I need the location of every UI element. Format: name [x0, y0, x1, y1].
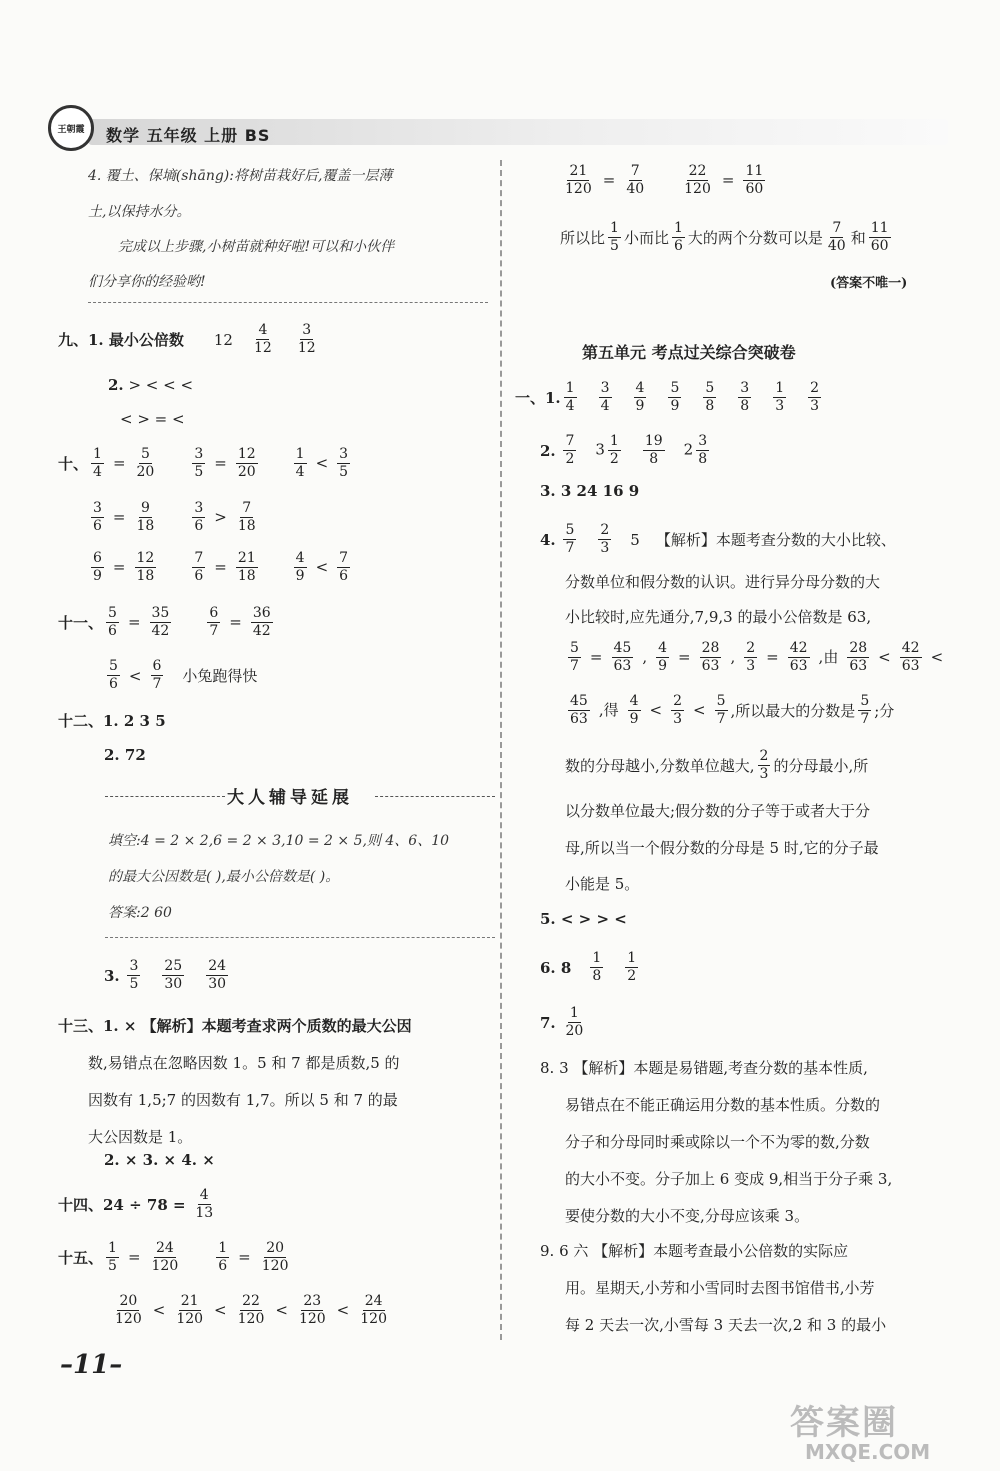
fraction: $\frac{1}{2}$	[627, 950, 637, 984]
q9-2-answers: > < < <	[128, 376, 194, 394]
fraction: $\frac{11}{60}$	[745, 163, 764, 197]
fraction: $\frac{2}{3}$	[810, 380, 820, 414]
r-q1-label: 一、1.	[515, 389, 561, 407]
operator: <	[315, 557, 329, 576]
operator: =	[602, 170, 616, 189]
operator: ,	[730, 647, 736, 666]
fraction: $\frac{22}{120}$	[684, 163, 711, 197]
r-q4-line3: 小比较时,应先通分,7,9,3 的最小公倍数是 63,	[565, 608, 872, 626]
operator: <	[878, 647, 891, 666]
fraction: $\frac{1}{8}$	[592, 950, 602, 984]
fraction: $\frac{4}{13}$	[195, 1187, 214, 1221]
fraction: $\frac{23}{120}$	[298, 1293, 326, 1327]
fraction: $\frac{28}{63}$	[701, 640, 720, 674]
fraction: $\frac{2}{3}$	[673, 693, 683, 727]
q9-2-row1	[108, 376, 193, 394]
operator: <	[693, 700, 706, 719]
fraction: $\frac{45}{63}$	[570, 693, 588, 727]
r-q8-explanation	[540, 1050, 892, 1235]
fraction: $\frac{24}{120}$	[360, 1293, 387, 1327]
step4-line1: 4. 覆土、保墒(shāng):将树苗栽好后,覆盖一层薄	[88, 168, 393, 184]
fraction: $\frac{21}{120}$	[176, 1293, 204, 1327]
operator: =	[127, 1247, 141, 1266]
fraction: $\frac{1}{5}$	[610, 220, 619, 254]
fraction: $\frac{5}{9}$	[670, 380, 680, 414]
r-q9-line1: 9. 6 六 【解析】本题考查最小公倍数的实际应	[540, 1242, 849, 1260]
fraction: $\frac{22}{120}$	[237, 1293, 265, 1327]
fraction: $\frac{5}{7}$	[570, 640, 579, 674]
operator: >	[214, 507, 227, 526]
r-q9-line2: 用。星期天,小芳和小雪同时去图书馆借书,小芳	[565, 1279, 875, 1297]
operator: <	[275, 1300, 288, 1319]
r-q5: 5. < > > <	[540, 910, 627, 928]
fraction: $\frac{5}{8}$	[705, 380, 715, 414]
r-q2-label: 2.	[540, 441, 556, 460]
fraction: $\frac{1}{3}$	[775, 380, 785, 414]
whole-number: 3	[595, 440, 605, 459]
fraction: $\frac{21}{120}$	[565, 163, 592, 197]
operator: ,由	[818, 647, 839, 666]
r-q4-label: 4.	[540, 530, 556, 549]
q14-label: 十四、24 ÷ 78 =	[58, 1196, 186, 1214]
fraction: $\frac{4}{9}$	[658, 640, 668, 674]
fraction: $\frac{7}{6}$	[194, 550, 204, 584]
q12-2: 2. 72	[104, 746, 146, 764]
fraction: $\frac{24}{30}$	[208, 958, 227, 992]
operator: =	[678, 647, 691, 666]
fraction: $\frac{3}{8}$	[740, 380, 750, 414]
q15-label: 十五、	[58, 1249, 104, 1267]
extension-line2: 的最大公因数是( ),最小公倍数是( )。	[108, 869, 340, 885]
q10-row1	[58, 446, 353, 481]
r-so-line: 所以比 $\frac{1}{5}$ 小而比 $\frac{1}{6}$ 大的两个分数可以是 $\frac{7}{40}$ 和 $\frac{11}{60}$	[560, 220, 889, 254]
fraction: $\frac{2}{3}$	[746, 640, 756, 674]
banner-title: 大人辅导延展	[227, 788, 353, 808]
r-q8-line3: 分子和分母同时乘或除以一个不为零的数,分数	[565, 1133, 870, 1151]
step4-line3: 完成以上步骤,小树苗就种好啦!可以和小伙伴	[118, 239, 395, 255]
fraction: $\frac{1}{2}$	[609, 433, 619, 467]
q10-label: 十、	[58, 455, 89, 473]
fraction: $\frac{1}{5}$	[108, 1240, 117, 1274]
q9-2-row2: < > = <	[120, 410, 185, 428]
r-q4-line2: 分数单位和假分数的认识。进行异分母分数的大	[565, 573, 881, 591]
operator: =	[127, 612, 141, 631]
r-q4-line8: 母,所以当一个假分数的分母是 5 时,它的分子最	[565, 839, 879, 857]
fraction: $\frac{3}{5}$	[129, 958, 139, 992]
extension-answer: 答案:2 60	[108, 905, 172, 921]
fraction: $\frac{3}{4}$	[600, 380, 610, 414]
r-q6	[540, 950, 641, 985]
r-q2	[540, 433, 712, 468]
q9-1	[58, 322, 321, 357]
operator: =	[721, 170, 735, 189]
fraction: $\frac{6}{7}$	[209, 605, 219, 639]
operator: <	[128, 666, 142, 685]
r-q4-line9: 小能是 5。	[565, 875, 640, 893]
fraction: $\frac{7}{40}$	[626, 163, 645, 197]
q10-row2	[88, 500, 261, 535]
fraction: $\frac{4}{9}$	[635, 380, 645, 414]
q14	[58, 1187, 218, 1222]
fraction: $\frac{1}{6}$	[218, 1240, 228, 1274]
q13-rest: 2. × 3. × 4. ×	[104, 1151, 215, 1169]
fraction: $\frac{1}{6}$	[673, 220, 683, 254]
operator: ,得	[598, 700, 619, 719]
fraction: $\frac{9}{18}$	[136, 500, 155, 534]
q12-3-label: 3.	[104, 966, 120, 985]
whole-number: 2	[683, 440, 694, 459]
operator: =	[112, 557, 126, 576]
r-q8-line4: 的大小不变。分子加上 6 变成 9,相当于分子乘 3,	[565, 1170, 893, 1188]
divider-dashed	[105, 937, 495, 938]
logo-text: 王朝霞	[57, 124, 85, 135]
fraction: $\frac{4}{12}$	[253, 322, 272, 356]
fraction: $\frac{3}{8}$	[698, 433, 708, 467]
fraction: $\frac{35}{42}$	[151, 605, 170, 639]
operator: <	[930, 647, 944, 666]
fraction: $\frac{36}{42}$	[252, 605, 271, 639]
q9-1-num: 12	[213, 330, 233, 349]
r-q8-line2: 易错点在不能正确运用分数的基本性质。分数的	[565, 1096, 881, 1114]
q13-explanation	[58, 1008, 412, 1156]
fraction: $\frac{2}{3}$	[600, 522, 610, 556]
fraction: $\frac{42}{63}$	[901, 640, 920, 674]
q11-row2	[104, 658, 257, 693]
r-q3: 3. 3 24 16 9	[540, 482, 640, 500]
operator: <	[336, 1300, 350, 1319]
fraction: $\frac{4}{9}$	[295, 550, 305, 584]
fraction: $\frac{19}{8}$	[644, 433, 663, 467]
fraction: $\frac{7}{2}$	[565, 433, 575, 467]
extension-line1: 填空:4 = 2 × 2,6 = 2 × 3,10 = 2 × 5,则 4、6、10	[108, 833, 450, 849]
fraction: $\frac{7}{40}$	[827, 220, 846, 254]
unit-title: 第五单元 考点过关综合突破卷	[582, 343, 796, 362]
header-title: 数学 五年级 上册 BS	[106, 126, 271, 145]
fraction: $\frac{1}{4}$	[565, 380, 575, 414]
fraction: $\frac{45}{63}$	[613, 640, 632, 674]
fraction: $\frac{5}{7}$	[860, 693, 870, 727]
operator: <	[649, 700, 663, 719]
page-number: –11–	[60, 1350, 123, 1380]
r-q4-line1: 4. $\frac{5}{7}$ $\frac{2}{3}$ 5 【解析】本题考查分数的大小比较、	[540, 522, 896, 556]
operator: =	[766, 647, 779, 666]
operator: <	[214, 1300, 227, 1319]
divider-dashed	[88, 302, 488, 303]
q11-row1	[58, 605, 276, 640]
fraction: $\frac{4}{9}$	[629, 693, 639, 727]
r-q4-line5: $\frac{45}{63}$ ,得 $\frac{4}{9}$ < $\frac{2}{3}$ < $\frac{5}{7}$ ,所以最大的分数是 $\frac{5}{7}$ ;分	[570, 693, 895, 727]
fraction: $\frac{1}{20}$	[565, 1005, 584, 1039]
q13-line4: 大公因数是 1。	[88, 1128, 193, 1146]
page-header	[48, 105, 948, 155]
fraction: $\frac{11}{60}$	[870, 220, 889, 254]
fraction: $\frac{6}{7}$	[152, 658, 162, 692]
r-q9-explanation	[540, 1233, 886, 1344]
r-q4-line4	[565, 640, 949, 675]
fraction: $\frac{28}{63}$	[849, 640, 868, 674]
q15-row1	[58, 1240, 293, 1275]
operator: =	[229, 612, 242, 631]
operator: <	[152, 1300, 166, 1319]
operator: =	[112, 453, 126, 472]
fraction: $\frac{5}{20}$	[136, 446, 155, 480]
r-q8-line1: 8. 3 【解析】本题是易错题,考查分数的基本性质,	[540, 1059, 868, 1077]
fraction: $\frac{21}{18}$	[237, 550, 256, 584]
q13-line1: 十三、1. × 【解析】本题考查求两个质数的最大公因	[58, 1017, 412, 1035]
r-q7-label: 7.	[540, 1013, 556, 1032]
column-divider	[500, 160, 502, 1340]
fraction: $\frac{3}{12}$	[297, 322, 316, 356]
q9-1-label: 九、1. 最小公倍数	[58, 331, 184, 349]
operator: =	[589, 647, 603, 666]
fraction: $\frac{2}{3}$	[759, 748, 769, 782]
q12-1: 十二、1. 2 3 5	[58, 712, 166, 730]
r-q4-line6: 数的分母越小,分数单位越大, $\frac{2}{3}$ 的分母最小,所	[565, 748, 869, 782]
fraction: $\frac{3}{6}$	[93, 500, 102, 534]
watermark-url: MXQE.COM	[805, 1440, 931, 1464]
operator: ,	[642, 647, 648, 666]
q10-row3	[88, 550, 353, 585]
fraction: $\frac{5}{7}$	[716, 693, 726, 727]
fraction: $\frac{3}{5}$	[194, 446, 204, 480]
q11-label: 十一、	[58, 614, 104, 632]
q13-line3: 因数有 1,5;7 的因数有 1,7。所以 5 和 7 的最	[88, 1091, 398, 1109]
fraction: $\frac{5}{6}$	[108, 605, 117, 639]
operator: =	[214, 453, 227, 472]
q15-row2	[110, 1293, 392, 1328]
r-q9-line3: 每 2 天去一次,小雪每 3 天去一次,2 和 3 的最小	[565, 1316, 887, 1334]
fraction: $\frac{3}{6}$	[194, 500, 204, 534]
q11-conclusion: 小兔跑得快	[182, 667, 258, 685]
fraction: $\frac{3}{5}$	[339, 446, 349, 480]
fraction: $\frac{20}{120}$	[115, 1293, 142, 1327]
watermark: 答案圈	[790, 1403, 898, 1443]
extension-banner	[105, 783, 495, 809]
operator: =	[214, 557, 227, 576]
fraction: $\frac{5}{7}$	[565, 522, 575, 556]
q13-line2: 数,易错点在忽略因数 1。5 和 7 都是质数,5 的	[88, 1054, 400, 1072]
fraction: $\frac{5}{6}$	[109, 658, 118, 692]
r-q1	[515, 380, 824, 415]
fraction: $\frac{24}{120}$	[151, 1240, 179, 1274]
fraction: $\frac{12}{20}$	[237, 446, 256, 480]
operator: =	[112, 507, 126, 526]
r-top-row	[560, 163, 768, 198]
step4-line4: 们分享你的经验哟!	[88, 274, 206, 290]
banner-line-right	[375, 796, 495, 797]
r-q4-line7: 以分数单位最大;假分数的分子等于或者大于分	[565, 802, 871, 820]
fraction: $\frac{12}{18}$	[136, 550, 155, 584]
fraction: $\frac{6}{9}$	[93, 550, 102, 584]
fraction: $\frac{1}{4}$	[93, 446, 102, 480]
answer-note: (答案不唯一)	[830, 276, 908, 291]
fraction: $\frac{42}{63}$	[789, 640, 808, 674]
r-q6-label: 6. 8	[540, 958, 572, 977]
fraction: $\frac{7}{6}$	[339, 550, 349, 584]
fraction: $\frac{20}{120}$	[261, 1240, 289, 1274]
operator: <	[315, 453, 329, 472]
q9-2-label: 2.	[108, 376, 124, 394]
step4-line2: 土,以保持水分。	[88, 204, 191, 220]
fraction: $\frac{25}{30}$	[164, 958, 183, 992]
q12-3	[104, 958, 231, 993]
operator: =	[238, 1247, 251, 1266]
r-q8-line5: 要使分数的大小不变,分母应该乘 3。	[565, 1207, 810, 1225]
brand-logo	[48, 105, 94, 151]
fraction: $\frac{7}{18}$	[237, 500, 256, 534]
fraction: $\frac{1}{4}$	[295, 446, 305, 480]
r-q7	[540, 1005, 588, 1040]
